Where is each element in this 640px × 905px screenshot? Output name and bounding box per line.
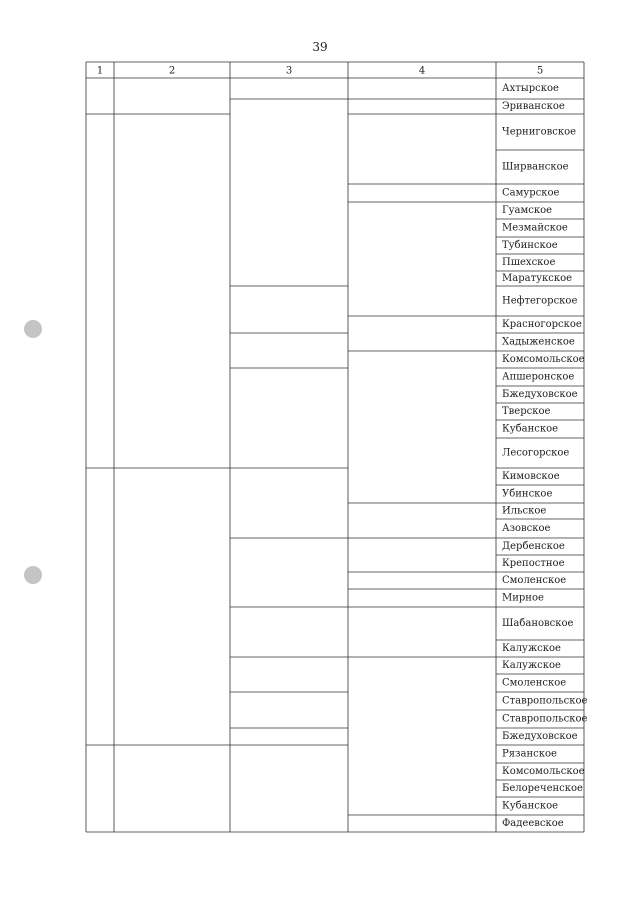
tract-cell: Убинское [502, 488, 553, 500]
tract-cell: Дербенское [502, 541, 565, 552]
tract-cell: Бжедуховское [502, 731, 578, 742]
tract-cell: Крепостное [502, 558, 565, 569]
tract-cell: Комсомольское [502, 766, 585, 777]
tract-cell: Ставропольское [502, 695, 588, 707]
tract-cell: Кубанское [502, 800, 559, 812]
tract-cell: Шабановское [502, 618, 574, 629]
tract-cell: Фадеевское [502, 818, 564, 829]
tract-cell: Тверское [502, 406, 551, 417]
tract-cell: Калужское [502, 643, 561, 654]
tract-cell: Апшеронское [502, 371, 575, 383]
tract-cell: Гуамское [502, 205, 553, 216]
tract-cell: Калужское [502, 660, 561, 671]
tract-cell: Азовское [502, 523, 551, 534]
tract-cell: Мезмайское [502, 222, 568, 234]
column-header: 3 [285, 65, 293, 77]
tract-cell: Нефтегорское [502, 295, 578, 307]
tract-cell: Эриванское [502, 101, 565, 112]
tract-cell: Ахтырское [502, 83, 559, 94]
tract-cell: Самурское [502, 187, 560, 199]
column-header: 1 [96, 65, 104, 77]
tract-cell: Ильское [502, 505, 547, 517]
column-header: 4 [418, 65, 426, 77]
tract-cell: Ставропольское [502, 713, 588, 725]
tract-cell: Рязанское [502, 748, 557, 760]
tract-cell: Смоленское [502, 677, 567, 689]
tract-cell: Маратукское [502, 273, 573, 284]
tract-cell: Бжедуховское [502, 389, 578, 400]
tract-cell: Пшехское [502, 257, 556, 268]
tract-cell: Черниговское [502, 126, 577, 138]
tract-cell: Кубанское [502, 423, 559, 435]
column-header: 5 [536, 65, 544, 77]
tract-cell: Ширванское [502, 161, 569, 173]
tract-cell: Тубинское [502, 240, 558, 251]
tract-cell: Белореченское [502, 783, 583, 794]
tract-cell: Смоленское [502, 575, 567, 586]
tract-cell: Мирное [502, 592, 544, 604]
tract-cell: Комсомольское [502, 354, 585, 365]
page-number: 39 [312, 40, 328, 54]
tract-cell: Хадыженское [502, 336, 575, 348]
tract-cell: Лесогорское [502, 447, 570, 459]
tract-cell: Кимовское [502, 471, 560, 482]
tract-cell: Красногорское [502, 319, 582, 330]
column-header: 2 [168, 65, 176, 77]
